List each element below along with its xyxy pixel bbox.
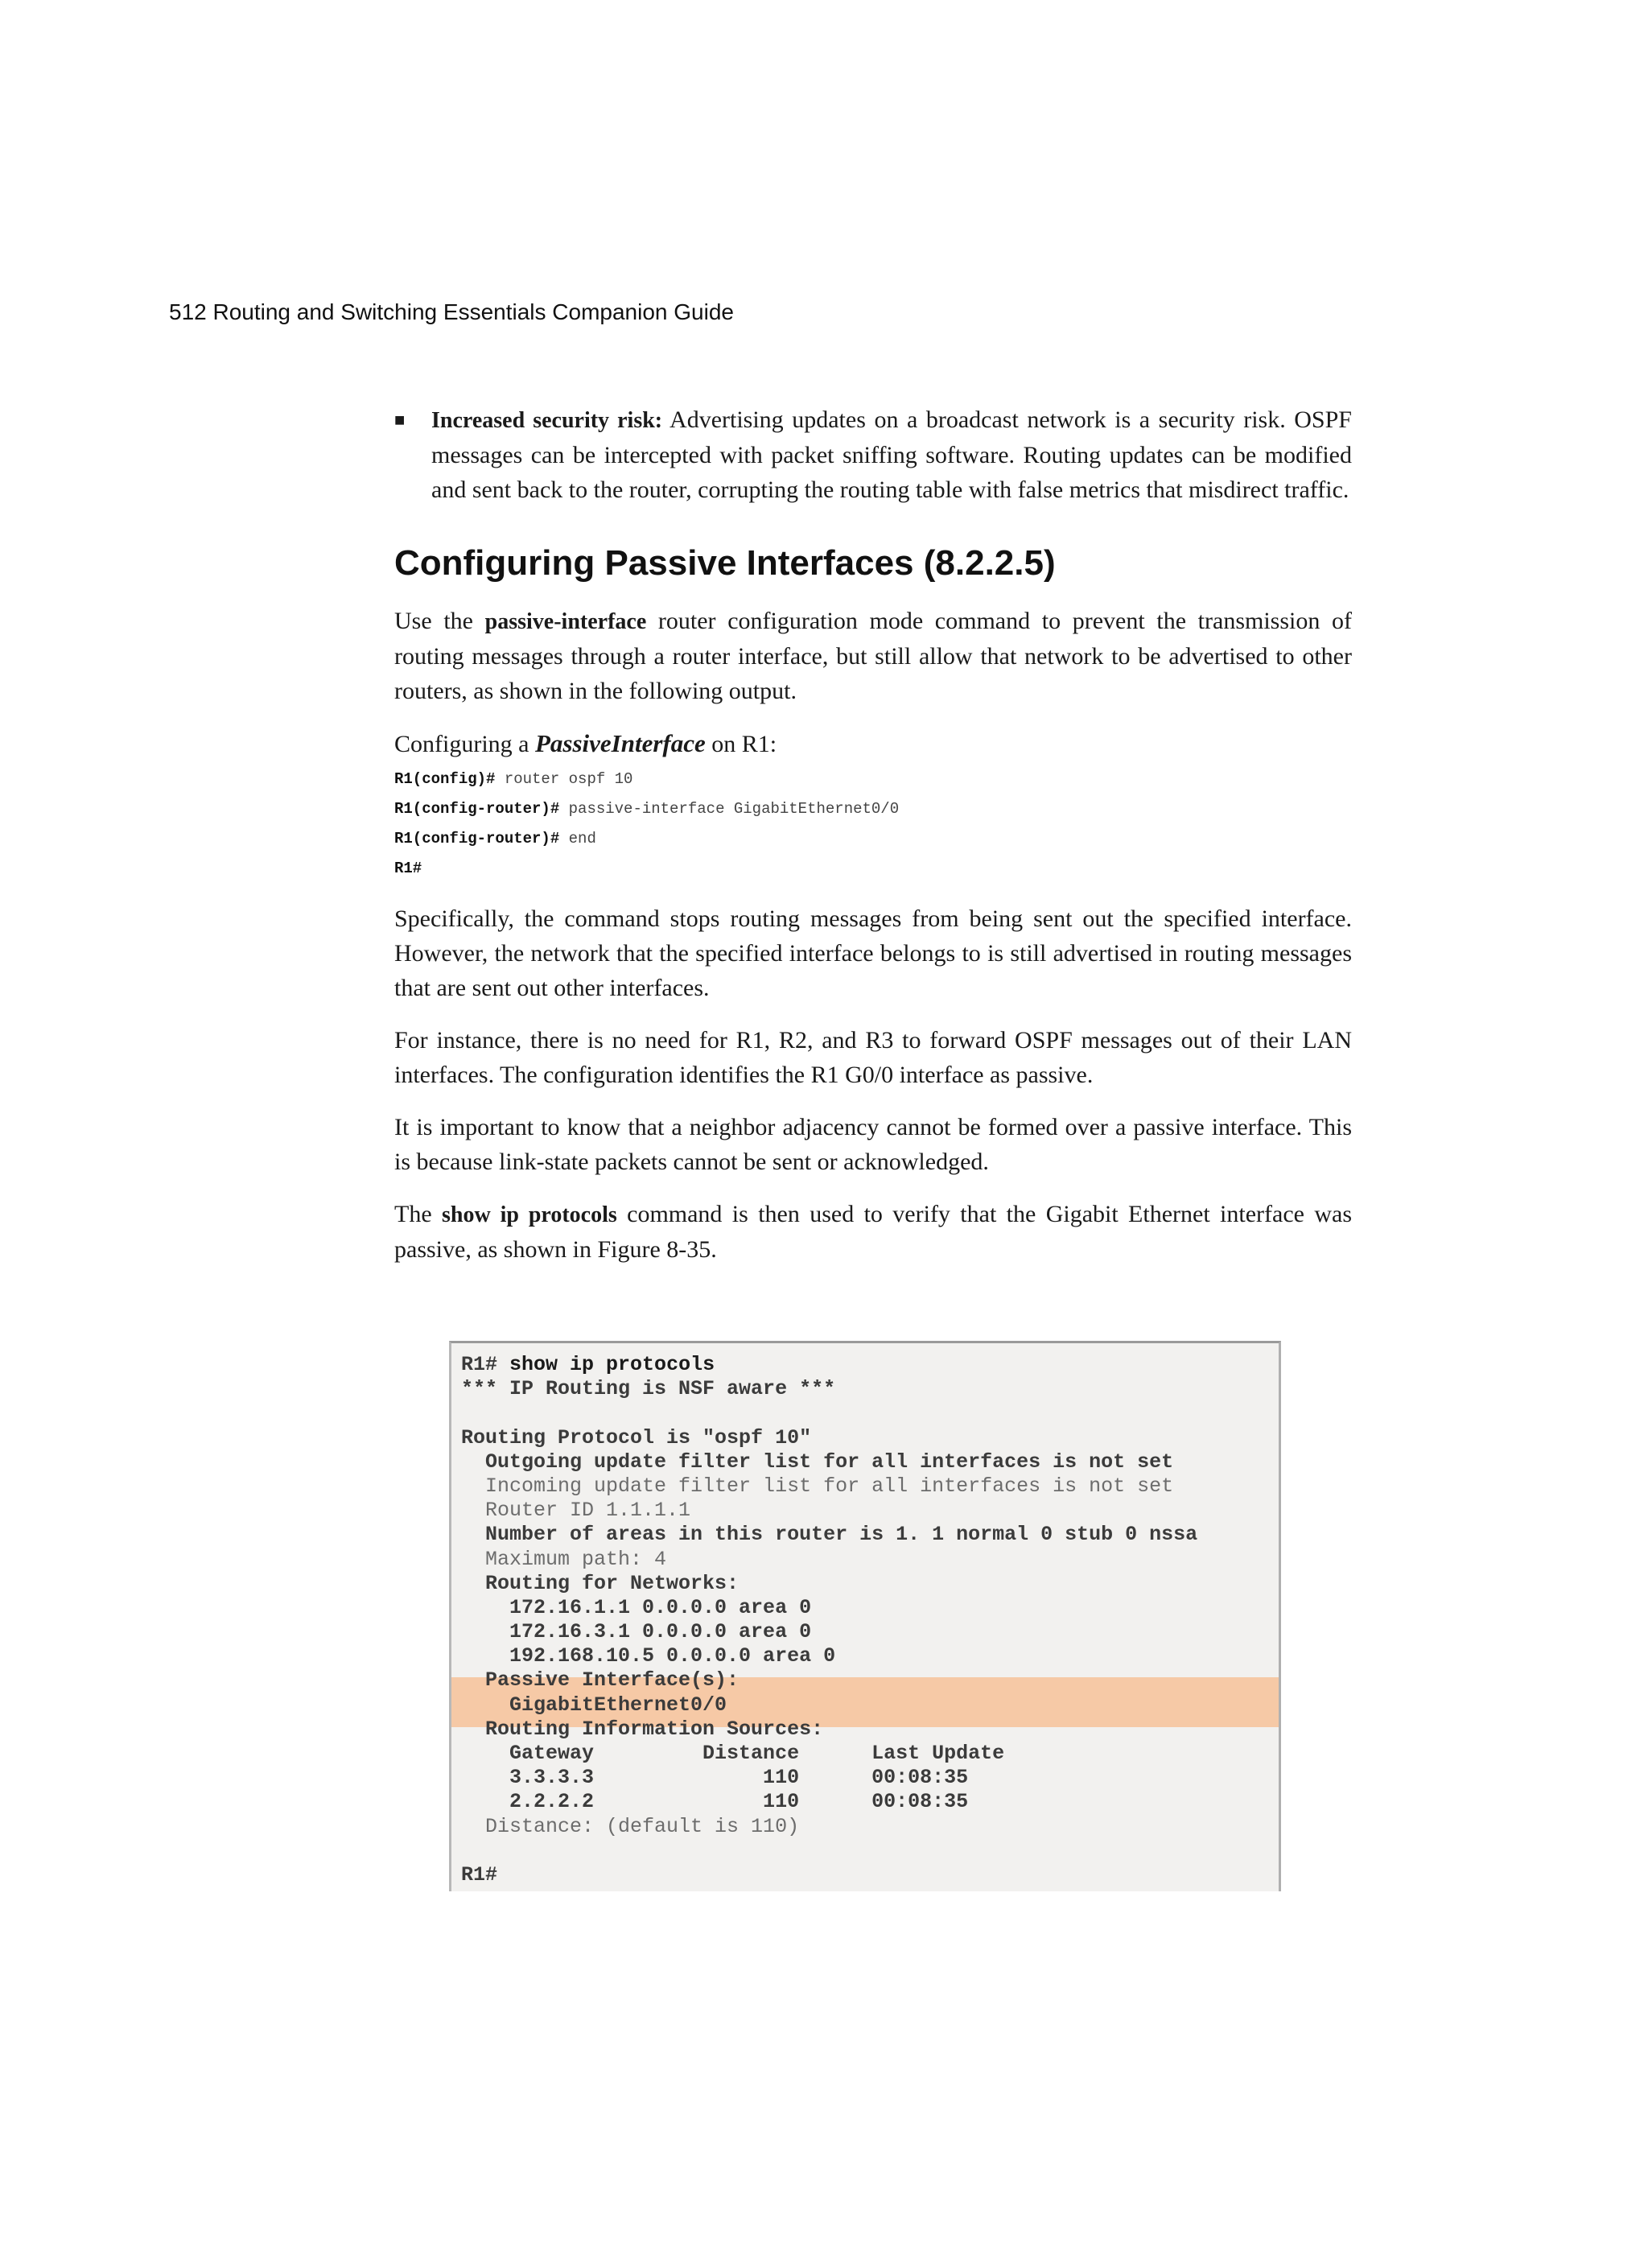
terminal-line: Distance: (default is 110) (461, 1814, 800, 1838)
main-column (394, 402, 1352, 1285)
last-para-after: command is then used to verify that the Gigabit Ethernet interface was passive, as shown in Figure 8-35. (394, 1201, 1352, 1263)
terminal-command: show ip protocols (509, 1353, 715, 1376)
intro-text-before: Use the (394, 608, 485, 634)
terminal-line: Gateway Distance Last Update (461, 1742, 1005, 1765)
code-prompt: R1(config-router)# (394, 800, 560, 818)
terminal-line: Routing Protocol is "ospf 10" (461, 1425, 812, 1449)
code-command: passive-interface GigabitEthernet0/0 (559, 800, 900, 818)
terminal-line: Incoming update filter list for all interfaces is not set (461, 1474, 1174, 1498)
config-caption-before: Configuring a (394, 731, 535, 757)
terminal-line: Routing for Networks: (461, 1571, 740, 1595)
figure-reference-paragraph (394, 1197, 1352, 1267)
terminal-line: R1# (461, 1862, 498, 1887)
terminal-command-line (461, 1353, 1272, 1377)
terminal-output (461, 1353, 1272, 1887)
last-para-before: The (394, 1201, 443, 1227)
terminal-screenshot-figure (449, 1341, 1281, 1891)
code-command: end (559, 830, 596, 847)
terminal-line: 3.3.3.3 110 00:08:35 (461, 1766, 969, 1790)
body-paragraph: Specifically, the command stops routing messages from being sent out the specified interface. However, the network that the specified interface belongs to is still advertised in routing messages that are sent out other interfaces. (394, 905, 1352, 1001)
config-caption (394, 726, 1352, 761)
body-paragraph: For instance, there is no need for R1, R2, and R3 to forward OSPF messages out of their LAN interfaces. The configuration identifies the R1 G0/0 interface as passive. (394, 1027, 1352, 1088)
code-line (394, 794, 1352, 824)
intro-paragraph (394, 604, 1352, 708)
terminal-prompt: R1# (461, 1353, 498, 1376)
body-paragraph: It is important to know that a neighbor adjacency cannot be formed over a passive interface. This is because link-state packets cannot be sent or acknowledged. (394, 1114, 1352, 1175)
code-line (394, 765, 1352, 794)
intro-text-after: router configuration mode command to prevent the transmission of routing messages through a router interface, but still allow that network to be advertised to other routers, as shown in the following output. (394, 608, 1352, 704)
running-head: 512 Routing and Switching Essentials Companion Guide (169, 299, 734, 324)
code-prompt: R1# (394, 860, 422, 877)
terminal-line: 2.2.2.2 110 00:08:35 (461, 1790, 969, 1814)
code-prompt: R1(config-router)# (394, 830, 560, 847)
code-line (394, 824, 1352, 854)
bullet-body (431, 406, 1352, 503)
last-para-term: show ip protocols (442, 1202, 617, 1227)
section-heading: Configuring Passive Interfaces (8.2.2.5) (394, 543, 1056, 583)
terminal-line (461, 1401, 1272, 1425)
terminal-line: Outgoing update filter list for all interfaces is not set (461, 1449, 1174, 1474)
terminal-line: 172.16.1.1 0.0.0.0 area 0 (461, 1595, 812, 1619)
bullet-text: Advertising updates on a broadcast network is a security risk. OSPF messages can be intercepted with packet sniffing software. Routing updates can be modified and sent back to the router, corrupting the routing table with false metrics that misdirect traffic. (431, 406, 1352, 503)
code-command: router ospf 10 (495, 770, 633, 788)
terminal-line: 172.16.3.1 0.0.0.0 area 0 (461, 1620, 812, 1644)
code-prompt: R1(config)# (394, 770, 496, 788)
terminal-line: Number of areas in this router is 1. 1 normal 0 stub 0 nssa (461, 1523, 1198, 1547)
intro-term: passive-interface (484, 609, 647, 634)
terminal-line: 192.168.10.5 0.0.0.0 area 0 (461, 1644, 836, 1668)
bullet-square-icon: ■ (394, 410, 406, 430)
terminal-line: Router ID 1.1.1.1 (461, 1499, 691, 1523)
terminal-line: Passive Interface(s): (461, 1668, 740, 1693)
terminal-line: GigabitEthernet0/0 (461, 1693, 727, 1717)
terminal-line (461, 1839, 1272, 1863)
bullet-lead: Increased security risk: (431, 408, 663, 433)
terminal-line: Routing Information Sources: (461, 1717, 824, 1741)
terminal-line: Maximum path: 4 (461, 1547, 667, 1571)
bullet-item (394, 402, 1352, 507)
code-line (394, 854, 1352, 884)
terminal-line: *** IP Routing is NSF aware *** (461, 1377, 836, 1401)
config-caption-after: on R1: (705, 731, 777, 757)
config-caption-emph: PassiveInterface (534, 729, 706, 757)
config-code-block (394, 765, 1352, 884)
